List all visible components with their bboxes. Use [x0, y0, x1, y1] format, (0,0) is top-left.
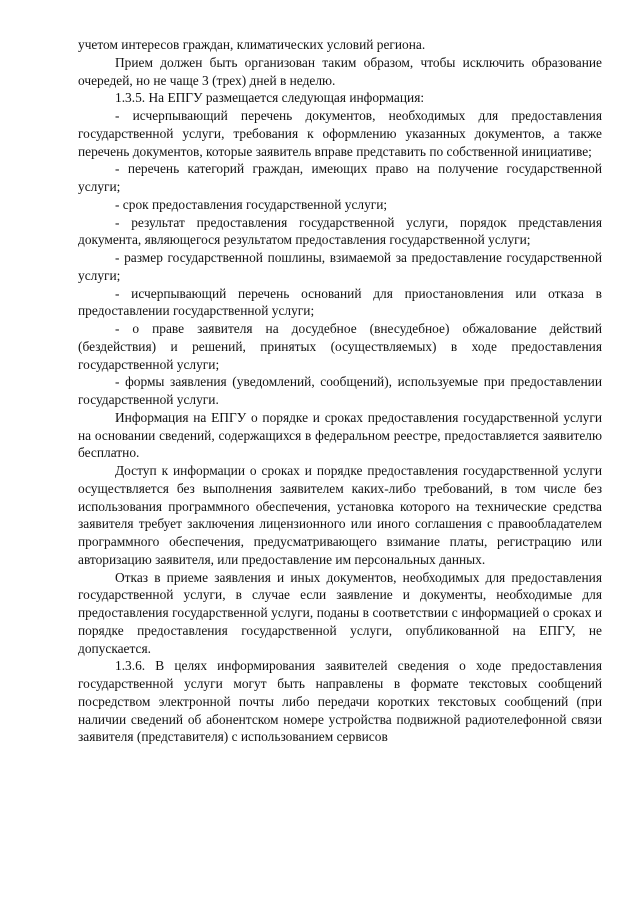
list-item-categories: - перечень категорий граждан, имеющих право на получение государственной услуги; [78, 161, 602, 194]
paragraph-reception-schedule: Прием должен быть организован таким образом, чтобы исключить образование очередей, но не чаще 3 (трех) дней в неделю. [78, 54, 602, 88]
paragraph-free-info: Информация на ЕПГУ о порядке и сроках предоставления государственной услуги на основании сведений, содержащихся в федеральном реестре, предоставляется заявителю бесплатно. [78, 409, 602, 461]
paragraph-continuation: учетом интересов граждан, климатических условий региона. [78, 37, 426, 52]
list-item-documents: - исчерпывающий перечень документов, необходимых для предоставления государственной услуги, требования к оформлению указанных документов, а также перечень документов, которые заявитель вправе представить по собственной инициативе; [78, 108, 602, 159]
section-heading-1-3-5: 1.3.5. На ЕПГУ размещается следующая информация: [115, 90, 425, 106]
list-item-forms: - формы заявления (уведомлений, сообщений), используемые при предоставлении государственной услуги. [78, 374, 602, 407]
paragraph-refusal: Отказ в приеме заявления и иных документов, необходимых для предоставления государственной услуги, в случае если заявление и документы, необходимые для предоставления государственной услуги, поданы в соответствии с информацией о сроках и порядке предоставления государственной услуги, опубликованной на ЕПГУ, не допускается. [78, 569, 602, 656]
list-item-fee: - размер государственной пошлины, взимаемой за предоставление государственной услуги; [78, 250, 602, 283]
list-item-term: - срок предоставления государственной услуги; [115, 196, 388, 212]
list-item-refusal-grounds: - исчерпывающий перечень оснований для приостановления или отказа в предоставлении государственной услуги; [78, 285, 602, 319]
list-item-result: - результат предоставления государственной услуги, порядок представления документа, являющегося результатом предоставления государственной услуги; [78, 214, 602, 248]
section-paragraph-1-3-6: 1.3.6. В целях информирования заявителей сведения о ходе предоставления государственной услуги могут быть направлены в формате текстовых сообщений посредством электронной почты либо передачи коротких текстовых сообщений (при наличии сведений об абонентском номере устройства подвижной радиотелефонной связи заявителя (представителя) с использованием сервисов [78, 658, 602, 745]
paragraph-access: Доступ к информации о сроках и порядке предоставления государственной услуги осуществляется без выполнения заявителем каких-либо требований, в том числе без использования программного обеспечения, установка которого на технические средства заявителя требует заключения лицензионного или иного соглашения с правообладателем программного обеспечения, предусматривающего взимание платы, регистрацию или авторизацию заявителя, или предоставление им персональных данных. [78, 463, 602, 567]
list-item-appeal-right: - о праве заявителя на досудебное (внесудебное) обжалование действий (бездействия) и решений, принятых (осуществляемых) в ходе предоставления государственной услуги; [78, 321, 602, 372]
